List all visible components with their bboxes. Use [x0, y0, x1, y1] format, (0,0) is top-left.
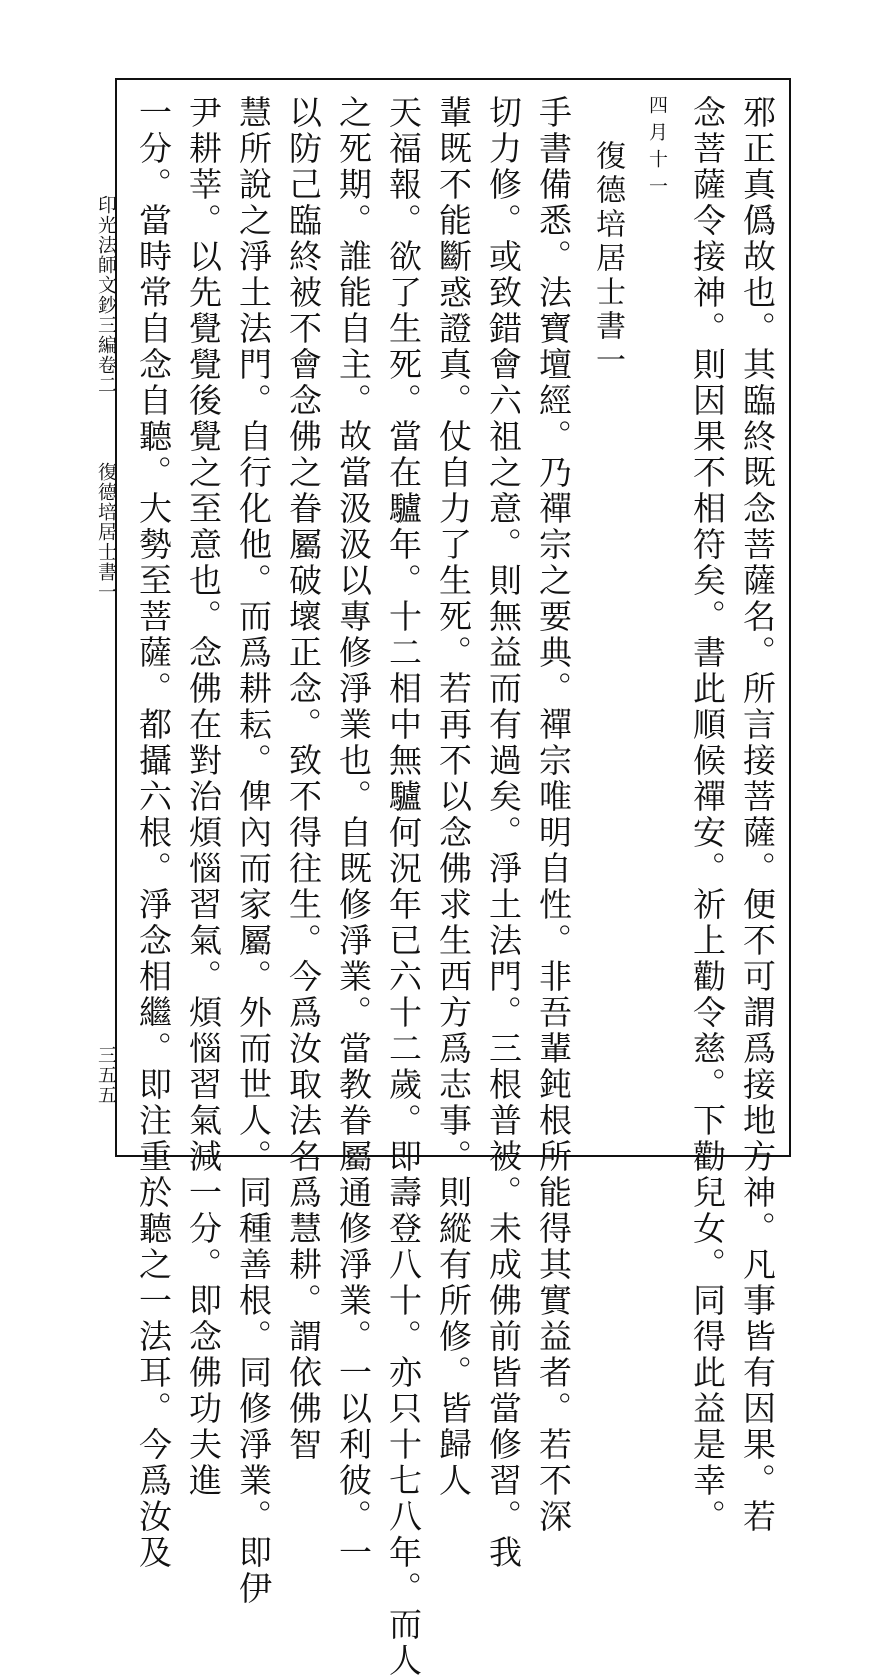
text-column-2: 念菩薩令接神。則因果不相符矣。書此順候禪安。祈上勸令慈。下勸兒女。同得此益是幸。	[688, 95, 727, 1535]
text-column-11: 慧所說之淨土法門。自行化他。而爲耕耘。俾內而家屬。外而世人。同種善根。同修淨業。即伊	[234, 95, 273, 1607]
text-column-5: 手書備悉。法寶壇經。乃禪宗之要典。禪宗唯明自性。非吾輩鈍根所能得其實益者。若不深	[534, 95, 573, 1535]
letter-title: 復德培居士書一	[590, 140, 625, 378]
text-column-12: 尹耕莘。以先覺覺後覺之至意也。念佛在對治煩惱習氣。煩惱習氣減一分。即念佛功夫進	[184, 95, 223, 1499]
text-column-6: 切力修。或致錯會六祖之意。則無益而有過矣。淨土法門。三根普被。未成佛前皆當修習。我	[484, 95, 523, 1571]
date-line: 四月十一	[646, 95, 668, 203]
text-column-9: 之死期。誰能自主。故當汲汲以專修淨業也。自既修淨業。當教眷屬通修淨業。一以利彼。一	[334, 95, 373, 1571]
section-title-margin: 復德培居士書一	[95, 462, 117, 602]
page-number: 三五五	[95, 1045, 117, 1105]
text-column-13: 一分。當時常自念自聽。大勢至菩薩。都攝六根。淨念相繼。即注重於聽之一法耳。今爲汝及	[134, 95, 173, 1571]
text-column-8: 天福報。欲了生死。當在驢年。十二相中無驢何況年已六十二歲。即壽登八十。亦只十七八年。而人	[384, 95, 423, 1679]
text-column-10: 以防己臨終被不會念佛之眷屬破壞正念。致不得往生。今爲汝取法名爲慧耕。謂依佛智	[284, 95, 323, 1463]
text-column-1: 邪正真僞故也。其臨終既念菩薩名。所言接菩薩。便不可謂爲接地方神。凡事皆有因果。若	[738, 95, 777, 1535]
text-column-7: 輩既不能斷惑證真。仗自力了生死。若再不以念佛求生西方爲志事。則縱有所修。皆歸人	[434, 95, 473, 1499]
book-title: 印光法師文鈔三編卷二	[95, 195, 117, 395]
